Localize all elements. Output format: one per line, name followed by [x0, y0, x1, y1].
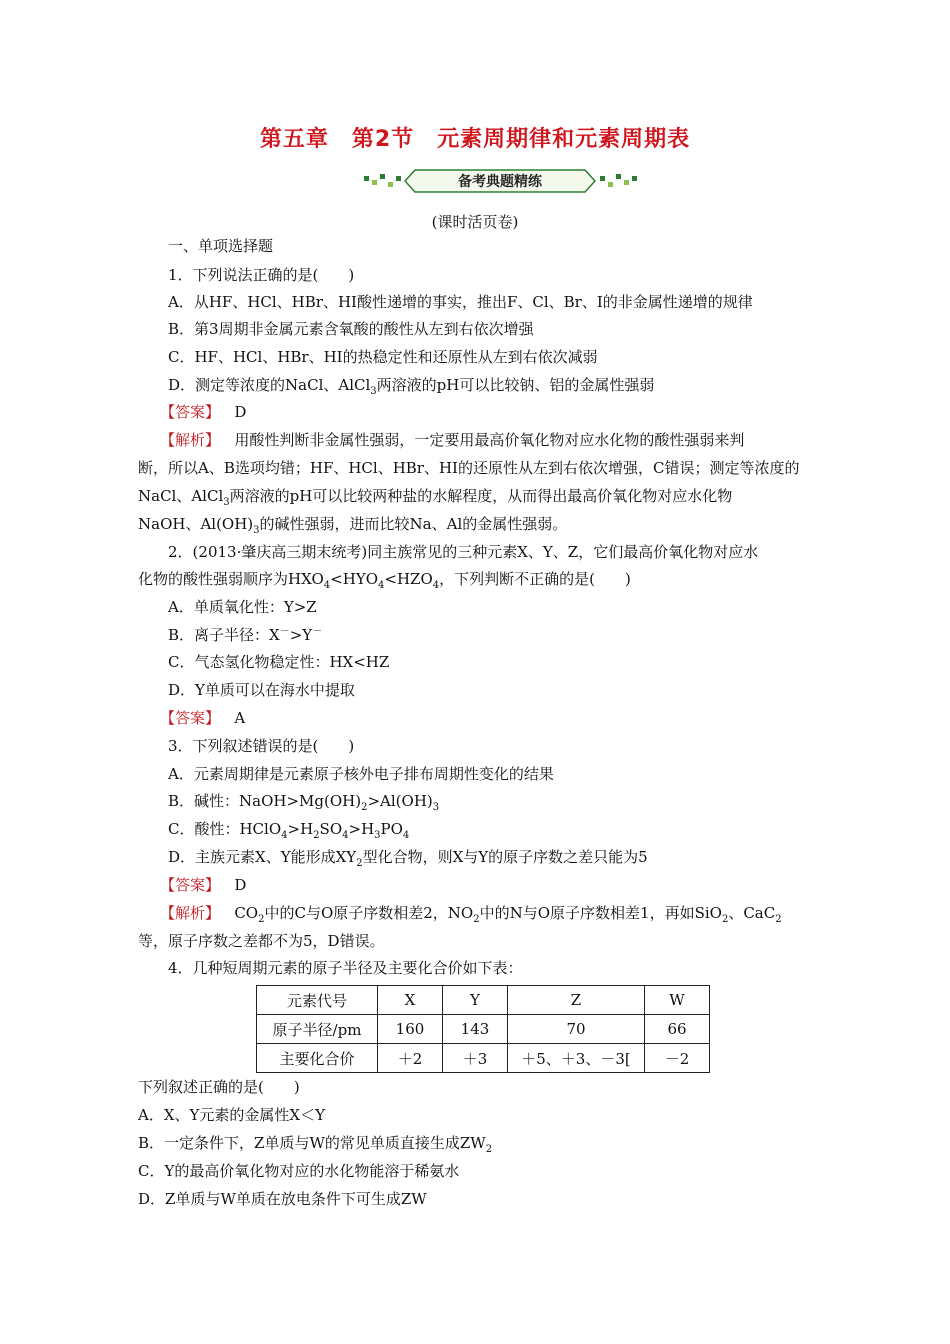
- q4-stem: 4．几种短周期元素的原子半径及主要化合价如下表：: [168, 959, 523, 977]
- section-banner: [360, 166, 640, 196]
- q4-option-c: C．Y的最高价氧化物对应的水化物能溶于稀氨水: [138, 1162, 460, 1180]
- element-table: [256, 985, 710, 1073]
- answer-value: D: [234, 403, 247, 421]
- q3-answer: [160, 875, 246, 895]
- q1-option-d: D．测定等浓度的NaCl、AlCl$_3$两溶液的pH可以比较钠、铝的金属性强弱: [168, 376, 655, 397]
- table-cell: 主要化合价: [257, 1044, 378, 1073]
- q1-option-a: A．从HF、HCl、HBr、HI酸性递增的事实，推出F、Cl、Br、I的非金属性递增的规律: [168, 293, 753, 311]
- q4-option-b: B．一定条件下，Z单质与W的常见单质直接生成$ZW_2$: [138, 1134, 493, 1155]
- table-cell: 66: [645, 1015, 710, 1044]
- answer-tag: 【答案】: [160, 403, 221, 421]
- answer-value: D: [234, 876, 247, 894]
- q2-stem-line-1: 2．(2013·肇庆高三期末统考)同主族常见的三种元素X、Y、Z，它们最高价氧化物对应水: [168, 543, 759, 561]
- q1-analysis-line-1: [160, 430, 744, 450]
- q1-analysis-line-3: NaCl、AlCl$_3$两溶液的pH可以比较两种盐的水解程度，从而得出最高价氧化物对应水化物: [138, 487, 733, 508]
- analysis-text: 用酸性判断非金属性强弱，一定要用最高价氧化物对应水化物的酸性强弱来判: [234, 431, 745, 449]
- analysis-tag: 【解析】: [160, 431, 221, 449]
- q2-option-c: C．气态氢化物稳定性：HX<HZ: [168, 653, 390, 671]
- answer-tag: 【答案】: [160, 709, 221, 727]
- table-header-cell: W: [645, 986, 710, 1015]
- q4-option-d: D．Z单质与W单质在放电条件下可生成ZW: [138, 1190, 427, 1208]
- q4-option-a: A．X、Y元素的金属性X＜Y: [138, 1106, 325, 1124]
- table-cell: ＋3: [443, 1044, 508, 1073]
- table-header-cell: X: [378, 986, 443, 1015]
- right-dots-decoration: [600, 174, 637, 187]
- q3-analysis-line-2: 等，原子序数之差都不为5，D错误。: [138, 932, 385, 950]
- q3-option-a: A．元素周期律是元素原子核外电子排布周期性变化的结果: [168, 765, 554, 783]
- q3-option-d: D．主族元素X、Y能形成$XY_2$型化合物，则X与Y的原子序数之差只能为5: [168, 848, 648, 869]
- q3-stem: 3．下列叙述错误的是( ): [168, 737, 355, 755]
- q3-analysis-line-1: [160, 903, 782, 923]
- q1-answer: [160, 402, 246, 422]
- answer-value: A: [234, 709, 246, 727]
- q1-stem: 1．下列说法正确的是( ): [168, 266, 355, 284]
- table-header-row: [257, 986, 710, 1015]
- table-cell: 70: [508, 1015, 645, 1044]
- table-row: [257, 1044, 710, 1073]
- table-cell: 143: [443, 1015, 508, 1044]
- q1-analysis-line-4: NaOH、$Al(OH)_3$的碱性强弱，进而比较Na、Al的金属性强弱。: [138, 515, 568, 536]
- q2-option-a: A．单质氧化性：Y>Z: [168, 598, 317, 616]
- q4-ask: 下列叙述正确的是( ): [138, 1078, 300, 1096]
- q2-answer: [160, 708, 245, 728]
- table-row: [257, 1015, 710, 1044]
- table-header-cell: Z: [508, 986, 645, 1015]
- q1-option-b: B．第3周期非金属元素含氧酸的酸性从左到右依次增强: [168, 320, 534, 338]
- analysis-tag: 【解析】: [160, 904, 221, 922]
- table-header-cell: 元素代号: [257, 986, 378, 1015]
- q2-option-d: D．Y单质可以在海水中提取: [168, 681, 355, 699]
- section-heading: 一、单项选择题: [168, 237, 274, 255]
- table-cell: ＋5、＋3、－3[: [508, 1044, 645, 1073]
- analysis-text: $CO_2$中的C与O原子序数相差2，$NO_2$中的N与O原子序数相差1，再如SiO$_2$、CaC$_2$: [234, 904, 782, 925]
- table-header-cell: Y: [443, 986, 508, 1015]
- table-cell: 160: [378, 1015, 443, 1044]
- subtitle: (课时活页卷): [431, 213, 519, 231]
- q3-option-c: C．酸性：$HClO_4>H_2SO_4>H_3PO_4$: [168, 820, 410, 841]
- banner-label: 备考典题精练: [458, 174, 542, 190]
- left-dots-decoration: [364, 174, 401, 187]
- table-cell: －2: [645, 1044, 710, 1073]
- page-title: 第五章 第2节 元素周期律和元素周期表: [259, 127, 691, 152]
- q3-option-b: B．碱性：$NaOH>Mg(OH)_2>Al(OH)_3$: [168, 792, 440, 813]
- q2-option-b: B．离子半径：X－>Y－: [168, 626, 323, 644]
- q1-option-c: C．HF、HCl、HBr、HI的热稳定性和还原性从左到右依次减弱: [168, 348, 598, 366]
- answer-tag: 【答案】: [160, 876, 221, 894]
- table-cell: 原子半径/pm: [257, 1015, 378, 1044]
- table-cell: ＋2: [378, 1044, 443, 1073]
- q1-analysis-line-2: 断，所以A、B选项均错；HF、HCl、HBr、HI的还原性从左到右依次增强，C错误；测定等浓度的: [138, 459, 800, 477]
- q2-stem-line-2: 化物的酸性强弱顺序为$HXO_4<HYO_4<HZO_4$，下列判断不正确的是( ): [138, 570, 631, 591]
